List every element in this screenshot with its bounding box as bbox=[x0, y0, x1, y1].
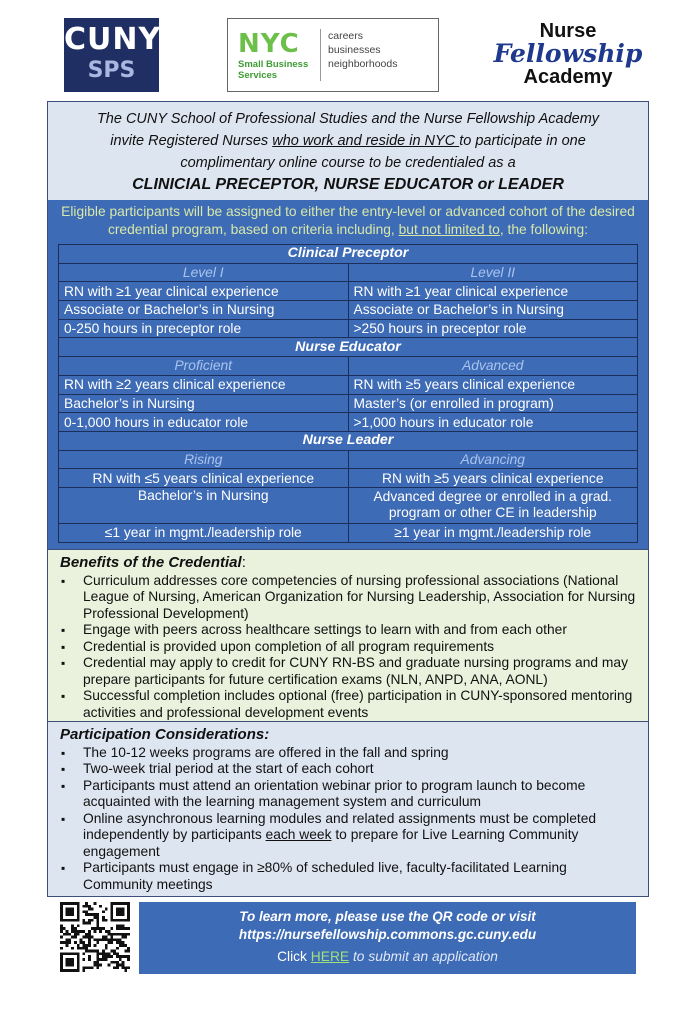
table-row bbox=[59, 282, 638, 301]
considerations-section bbox=[48, 721, 648, 896]
nurse-fellowship-academy-logo bbox=[488, 20, 648, 88]
intro-section bbox=[48, 102, 648, 200]
table-cell: >250 hours in preceptor role bbox=[348, 319, 638, 338]
nyc-divider bbox=[320, 29, 321, 81]
table-row bbox=[59, 487, 638, 523]
intro-credentials-heading: CLINICIAL PRECEPTOR, NURSE EDUCATOR or LEADER bbox=[132, 176, 564, 193]
nyc-word: businesses bbox=[328, 44, 381, 56]
table-cell: RN with ≥1 year clinical experience bbox=[348, 282, 638, 301]
footer-click-text: Click bbox=[277, 949, 311, 964]
qr-code-icon[interactable] bbox=[60, 902, 130, 972]
here-link[interactable]: HERE bbox=[310, 949, 350, 964]
cuny-logo-text: CUNY bbox=[64, 22, 162, 57]
level-label: Advanced bbox=[348, 357, 638, 376]
section-title-educator: Nurse Educator bbox=[59, 338, 638, 357]
nyc-mark: NYC bbox=[238, 29, 300, 59]
table-row bbox=[59, 413, 638, 432]
list-item: ▪ Successful completion includes optional (free) participation in CUNY-sponsored mentoring activities and professional development events bbox=[60, 688, 636, 721]
footer-submit-text: to submit an application bbox=[349, 949, 498, 964]
section-title-leader: Nurse Leader bbox=[59, 431, 638, 450]
table-cell: RN with ≤5 years clinical experience bbox=[59, 469, 349, 488]
table-cell: Associate or Bachelor’s in Nursing bbox=[59, 301, 349, 320]
table-cell: RN with ≥1 year clinical experience bbox=[59, 282, 349, 301]
table-cell: Associate or Bachelor’s in Nursing bbox=[348, 301, 638, 320]
table-cell: Master’s (or enrolled in program) bbox=[348, 394, 638, 413]
level-label: Rising bbox=[59, 450, 349, 469]
credentials-table bbox=[58, 244, 638, 543]
nyc-words bbox=[328, 29, 397, 71]
level-label: Level I bbox=[59, 263, 349, 282]
table-row bbox=[59, 357, 638, 376]
eligibility-text: Eligible participants will be assigned to either the entry-level or advanced cohort of the desired credential program, based on criteria including, but not limited to, the following: bbox=[61, 204, 635, 237]
table-cell: ≥1 year in mgmt./leadership role bbox=[348, 523, 638, 542]
list-item: ▪ Participants must attend an orientation webinar prior to program launch to become acquainted with the learning management system and curriculum bbox=[60, 778, 636, 811]
level-label: Proficient bbox=[59, 357, 349, 376]
nfa-logo-nurse: Nurse bbox=[539, 20, 597, 42]
table-row bbox=[59, 469, 638, 488]
nyc-word: neighborhoods bbox=[328, 58, 398, 70]
footer-url[interactable]: https://nursefellowship.commons.gc.cuny.edu bbox=[238, 927, 537, 942]
eligibility-section bbox=[48, 200, 648, 549]
list-item: ▪ Online asynchronous learning modules and related assignments must be completed independently by participants each week to prepare for Live Learning Community engagement bbox=[60, 811, 636, 861]
level-label: Advancing bbox=[348, 450, 638, 469]
sps-logo-text: SPS bbox=[87, 58, 136, 83]
considerations-title: Participation Considerations: bbox=[60, 725, 270, 743]
table-row bbox=[59, 301, 638, 320]
table-cell: Bachelor’s in Nursing bbox=[59, 394, 349, 413]
intro-line-3: complimentary online course to be credentialed as a bbox=[180, 155, 516, 171]
footer-apply-line bbox=[139, 946, 636, 968]
level-label: Level II bbox=[348, 263, 638, 282]
list-item: ▪ Curriculum addresses core competencies of nursing professional associations (National League of Nursing, American Organization for Nursing Leadership, Association for Nursing Professional Development) bbox=[60, 573, 636, 623]
table-cell: RN with ≥5 years clinical experience bbox=[348, 375, 638, 394]
table-cell: RN with ≥5 years clinical experience bbox=[348, 469, 638, 488]
nfa-logo-fellowship: Fellowship bbox=[493, 39, 643, 68]
table-row bbox=[59, 450, 638, 469]
list-item: ▪ Participants must engage in ≥80% of scheduled live, faculty-facilitated Learning Community meetings bbox=[60, 860, 636, 893]
table-cell: 0-1,000 hours in educator role bbox=[59, 413, 349, 432]
table-row bbox=[59, 319, 638, 338]
table-cell: RN with ≥2 years clinical experience bbox=[59, 375, 349, 394]
table-row bbox=[59, 338, 638, 357]
considerations-list bbox=[60, 745, 636, 894]
table-cell: Bachelor’s in Nursing bbox=[59, 487, 349, 523]
nyc-sbs-logo bbox=[227, 18, 439, 92]
list-item: ▪ Credential may apply to credit for CUNY RN-BS and graduate nursing programs and may prepare participants for future certification exams (NLN, ANPD, ANA, AONL) bbox=[60, 655, 636, 688]
nyc-word: careers bbox=[328, 30, 364, 42]
table-row bbox=[59, 245, 638, 264]
table-cell: Advanced degree or enrolled in a grad. program or other CE in leadership bbox=[348, 487, 638, 523]
qr-code-graphic bbox=[60, 902, 130, 972]
benefits-title: Benefits of the Credential: bbox=[60, 553, 246, 571]
table-row bbox=[59, 375, 638, 394]
list-item: ▪ Credential is provided upon completion of all program requirements bbox=[60, 639, 636, 656]
nyc-sub-line2: Services bbox=[238, 70, 278, 81]
table-cell: ≤1 year in mgmt./leadership role bbox=[59, 523, 349, 542]
nfa-logo-academy: Academy bbox=[523, 66, 613, 88]
table-row bbox=[59, 523, 638, 542]
nyc-sub-line1: Small Business bbox=[238, 59, 309, 70]
intro-line-2: invite Registered Nurses who work and reside in NYC to participate in one bbox=[110, 133, 586, 149]
list-item: ▪ The 10-12 weeks programs are offered in the fall and spring bbox=[60, 745, 636, 762]
footer-learn-more: To learn more, please use the QR code or visit bbox=[239, 909, 536, 924]
list-item: ▪ Two-week trial period at the start of each cohort bbox=[60, 761, 636, 778]
table-cell: >1,000 hours in educator role bbox=[348, 413, 638, 432]
nyc-sub bbox=[238, 59, 308, 81]
cuny-sps-logo bbox=[64, 18, 162, 92]
list-item: ▪ Engage with peers across healthcare settings to learn with and from each other bbox=[60, 622, 636, 639]
table-cell: 0-250 hours in preceptor role bbox=[59, 319, 349, 338]
intro-line-1: The CUNY School of Professional Studies and the Nurse Fellowship Academy bbox=[96, 111, 600, 127]
benefits-section bbox=[48, 549, 648, 721]
benefits-list bbox=[60, 573, 636, 722]
flyer-panel bbox=[47, 101, 649, 897]
table-row bbox=[59, 394, 638, 413]
table-row bbox=[59, 431, 638, 450]
table-row bbox=[59, 263, 638, 282]
section-title-preceptor: Clinical Preceptor bbox=[59, 245, 638, 264]
footer-banner bbox=[139, 902, 636, 974]
